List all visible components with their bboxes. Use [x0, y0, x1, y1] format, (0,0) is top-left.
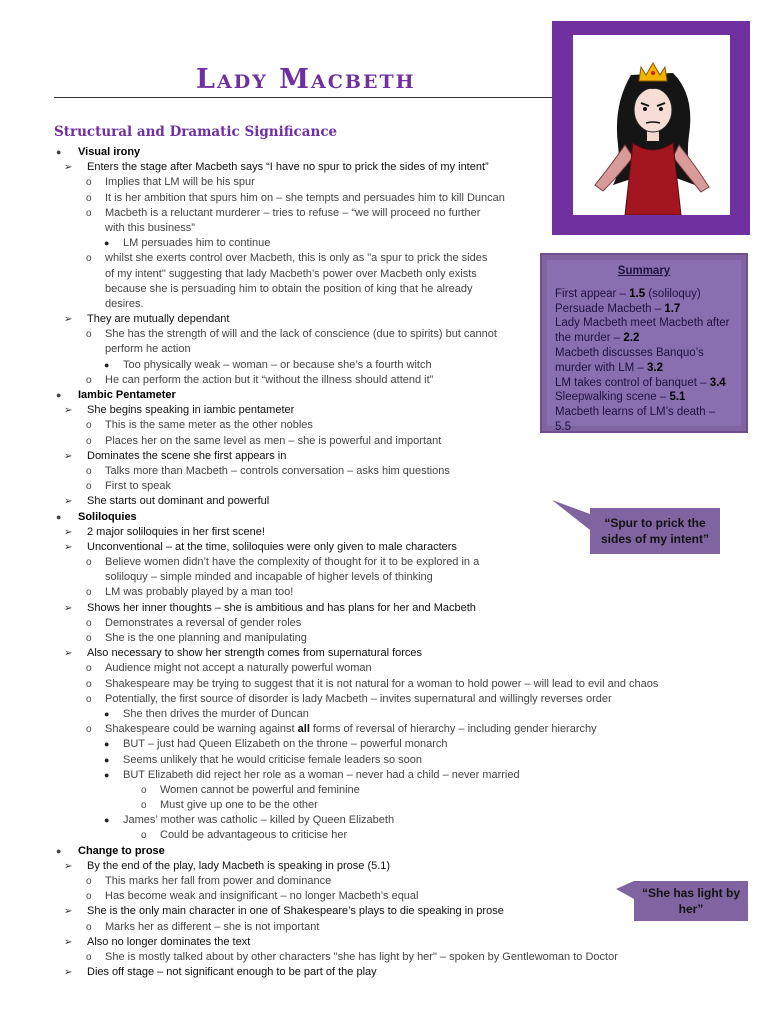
note-text-part: It is her ambition that spurs him on – she tempts and persuades him to kill Duncan: [105, 191, 505, 204]
note-text-part: She then drives the murder of Duncan: [123, 707, 309, 720]
note-line: [0, 312, 768, 327]
bullet-marker: ●: [104, 754, 110, 765]
bullet-marker: ➢: [64, 450, 73, 462]
bullet-marker: o: [86, 192, 92, 204]
note-text: [105, 175, 255, 190]
bullet-marker: o: [86, 663, 92, 675]
note-line: [0, 327, 768, 345]
note-text-part: She begins speaking in iambic pentameter: [87, 404, 295, 417]
note-text: [87, 904, 504, 919]
note-text: [160, 828, 347, 843]
note-text: [123, 813, 394, 828]
note-text: [160, 798, 318, 813]
note-text: [160, 783, 360, 798]
note-line: [0, 737, 768, 752]
bullet-marker: o: [86, 891, 92, 903]
summary-item-text: First appear –: [555, 287, 630, 300]
note-text: [123, 768, 520, 783]
note-line: [0, 160, 768, 175]
note-text: [105, 585, 293, 600]
note-text: [78, 388, 176, 403]
note-line: [0, 798, 768, 813]
note-text: [105, 692, 612, 707]
note-text-part: Believe women didn’t have the complexity of thought for it to be explored in a: [105, 556, 480, 569]
note-text-part: Women cannot be powerful and feminine: [160, 783, 360, 796]
summary-item-text: LM takes control of banquet –: [555, 376, 710, 389]
note-text-part: BUT Elizabeth did reject her role as a woman – never had a child – never married: [123, 768, 520, 781]
note-line: [0, 768, 768, 783]
note-line: [0, 251, 768, 266]
bullet-marker: o: [86, 633, 92, 644]
note-line: [0, 646, 768, 661]
note-line: [0, 585, 768, 600]
bullet-marker: o: [86, 693, 92, 705]
note-line: [0, 267, 768, 282]
note-text-part: She starts out dominant and powerful: [87, 495, 270, 508]
note-text-part: whilst she exerts control over Macbeth, this is only as "a spur to prick the sides: [105, 252, 488, 265]
note-text: [78, 844, 165, 859]
note-text-part: BUT – just had Queen Elizabeth on the throne – powerful monarch: [123, 738, 448, 751]
note-text: [123, 358, 432, 373]
note-text: [87, 312, 229, 327]
summary-item-scene: 5.1: [669, 391, 686, 404]
bullet-marker: ●: [104, 769, 110, 780]
note-text-part: Demonstrates a reversal of gender roles: [105, 616, 302, 629]
note-text: [78, 510, 137, 525]
bullet-marker: o: [86, 724, 92, 736]
note-text-part: 2 major soliloquies in her first scene!: [87, 525, 265, 538]
note-text: [105, 950, 618, 965]
note-line: [0, 358, 768, 373]
summary-item-scene: 3.4: [709, 376, 726, 389]
note-text: [105, 570, 433, 585]
note-line: [0, 844, 768, 859]
note-text-part: because she is persuading him to obtain the position of king that he already: [105, 282, 473, 295]
note-text-part: This marks her fall from power and dominance: [105, 875, 332, 887]
note-text: [105, 434, 441, 449]
note-text-part: Also no longer dominates the text: [87, 935, 251, 948]
note-text-part: First to speak: [105, 480, 172, 493]
bullet-marker: ➢: [64, 405, 73, 417]
bullet-marker: ➢: [64, 541, 73, 553]
bullet-marker: ●: [104, 238, 110, 249]
note-line: [0, 434, 768, 449]
note-line: [0, 707, 768, 722]
note-text: [105, 722, 597, 737]
note-text-part: Shakespeare may be trying to suggest that it is not natural for a woman to hold power – will lead to evil and chaos: [105, 677, 659, 690]
note-text: [105, 661, 372, 676]
note-line: [0, 175, 768, 190]
summary-item-scene: 3.2: [647, 361, 664, 374]
light-callout: [634, 881, 748, 921]
spur-callout: [590, 508, 720, 554]
note-text-part: She has the strength of will and the lack of conscience (due to spirits) but cannot: [105, 328, 497, 341]
note-line: [0, 692, 768, 707]
note-line: [0, 859, 768, 874]
note-text-part: Shakespeare could be warning against: [105, 723, 298, 736]
note-text-part: soliloquy – simple minded and incapable of higher levels of thinking: [105, 571, 433, 584]
note-text-part: Too physically weak – woman – or because she’s a fourth witch: [123, 358, 432, 371]
notes-body: [0, 145, 768, 980]
note-text-part: She is the only main character in one of Shakespeare’s plays to die speaking in prose: [87, 905, 504, 918]
note-text: [105, 206, 480, 221]
bullet-marker: ➢: [64, 860, 73, 872]
note-text-part: Must give up one to be the other: [160, 799, 318, 812]
bullet-marker: o: [141, 800, 147, 812]
note-text-part: LM was probably played by a man too!: [105, 586, 294, 599]
note-text-part: Enters the stage after Macbeth says “I have no spur to prick the sides of my intent”: [87, 161, 489, 174]
note-text-part: perform he action: [105, 343, 191, 356]
note-text-part: Change to prose: [78, 844, 165, 857]
note-text: [123, 236, 270, 251]
summary-item-text: Sleepwalking scene –: [555, 391, 670, 404]
note-line: [0, 813, 768, 828]
bullet-marker: ➢: [64, 602, 73, 614]
note-text: [123, 753, 422, 768]
note-text-part: with this business”: [105, 221, 195, 234]
note-text: [87, 935, 250, 950]
summary-item-text: Macbeth discusses Banquo’s murder with LM –: [555, 346, 704, 374]
note-line: [0, 464, 768, 479]
note-text: [105, 920, 319, 935]
bullet-marker: ●: [104, 359, 110, 370]
note-line: [0, 935, 768, 950]
note-text: [123, 737, 448, 752]
note-text: [105, 631, 307, 646]
bullet-marker: o: [141, 830, 147, 842]
bullet-marker: o: [86, 253, 92, 265]
note-text-part: Soliloquies: [78, 510, 137, 523]
note-text: [105, 191, 505, 206]
note-line: [0, 449, 768, 464]
note-text: [87, 859, 390, 874]
note-line: [0, 753, 768, 768]
bullet-marker: ●: [104, 708, 110, 719]
note-line: [0, 403, 768, 418]
note-text-part: She is mostly talked about by other characters "she has light by her" – spoken by Gentlewoman to Doctor: [105, 950, 618, 963]
summary-item-scene: 1.7: [664, 302, 681, 315]
callout-pointer: [552, 500, 612, 530]
bullet-marker: o: [86, 678, 92, 690]
note-text-part: Implies that LM will be his spur: [105, 176, 255, 189]
note-text: [105, 221, 195, 236]
bullet-marker: o: [141, 784, 147, 796]
note-line: [0, 965, 768, 980]
note-text: [105, 677, 658, 692]
note-line: [0, 631, 768, 646]
note-text: [105, 616, 301, 631]
note-text: [87, 601, 476, 616]
note-line: [0, 661, 768, 676]
note-line: [0, 570, 768, 585]
note-text: [105, 297, 144, 312]
note-text: [87, 449, 286, 464]
note-text: [105, 874, 331, 889]
note-line: [0, 236, 768, 251]
bullet-marker: ➢: [64, 936, 73, 948]
bullet-marker: ●: [104, 739, 110, 750]
note-text: [105, 342, 191, 357]
note-text: [105, 479, 171, 494]
summary-item-scene: 2.2: [623, 332, 640, 345]
bullet-marker: o: [86, 876, 92, 887]
note-text: [105, 282, 473, 297]
note-text-part: Audience might not accept a naturally powerful woman: [105, 662, 372, 675]
bullet-marker: ●: [104, 815, 110, 826]
note-text-part: Shows her inner thoughts – she is ambitious and has plans for her and Macbeth: [87, 601, 476, 614]
note-text: [105, 373, 433, 388]
note-text-part: They are mutually dependant: [87, 313, 230, 326]
note-line: [0, 616, 768, 631]
callout-pointer: [616, 881, 646, 901]
note-text: [105, 251, 487, 266]
bullet-marker: o: [86, 177, 92, 189]
summary-item-text: Lady Macbeth meet Macbeth after the murder –: [555, 317, 730, 345]
note-line: [0, 373, 768, 388]
light-callout-text: “She has light by her”: [641, 886, 740, 916]
note-text-part: Unconventional – at the time, soliloquies were only given to male characters: [87, 540, 457, 553]
bullet-marker: ➢: [64, 648, 73, 660]
note-text: [105, 418, 313, 433]
note-emphasis: all: [297, 723, 310, 736]
note-line: [0, 388, 768, 403]
note-line: [0, 828, 768, 843]
note-line: [0, 601, 768, 616]
bullet-marker: ●: [56, 390, 62, 400]
note-line: [0, 920, 768, 935]
bullet-marker: ➢: [64, 162, 73, 174]
spur-callout-text: “Spur to prick the sides of my intent”: [600, 516, 710, 546]
note-line: [0, 783, 768, 798]
bullet-marker: o: [86, 951, 92, 963]
note-text-part: He can perform the action but it “without the illness should attend it”: [105, 373, 434, 386]
bullet-marker: ●: [56, 147, 62, 157]
note-text: [87, 965, 377, 980]
summary-item-suffix: 5.5: [555, 420, 571, 433]
bullet-marker: ➢: [64, 967, 73, 979]
summary-heading: Summary: [617, 265, 671, 277]
note-text: [87, 525, 265, 540]
note-text-part: of my intent" suggesting that lady Macbeth’s power over Macbeth only exists: [105, 267, 477, 280]
note-text-part: Could be advantageous to criticise her: [160, 829, 348, 842]
note-line: [0, 145, 768, 160]
note-text-part: Has become weak and insignificant – no longer Macbeth’s equal: [105, 890, 419, 903]
bullet-marker: o: [86, 435, 92, 447]
note-text-part: Marks her as different – she is not important: [105, 920, 320, 933]
note-line: [0, 677, 768, 692]
note-text-part: She is the one planning and manipulating: [105, 632, 307, 644]
note-text: [105, 889, 419, 904]
bullet-marker: ➢: [64, 496, 73, 508]
note-text-part: James’ mother was catholic – killed by Queen Elizabeth: [123, 814, 395, 827]
summary-item-suffix: (soliloquy): [645, 287, 701, 300]
bullet-marker: ➢: [64, 526, 73, 538]
bullet-marker: o: [86, 481, 92, 493]
bullet-marker: o: [86, 921, 92, 933]
note-text-part: This is the same meter as the other nobles: [105, 419, 313, 432]
summary-item-text: Macbeth learns of LM’s death –: [555, 406, 716, 419]
note-line: [0, 555, 768, 570]
note-text-part: By the end of the play, lady Macbeth is speaking in prose (5.1): [87, 859, 391, 872]
note-text: [87, 646, 422, 661]
note-text: [78, 145, 140, 160]
bullet-marker: o: [86, 587, 92, 599]
note-line: [0, 950, 768, 965]
note-text: [87, 160, 489, 175]
note-text: [87, 494, 269, 509]
note-line: [0, 479, 768, 494]
bullet-marker: ●: [56, 845, 62, 856]
note-text: [105, 464, 450, 479]
bullet-marker: o: [86, 617, 92, 629]
note-line: [0, 191, 768, 206]
note-line: [0, 418, 768, 433]
note-text-part: Macbeth is a reluctant murderer – tries to refuse – “we will proceed no further: [105, 206, 481, 219]
note-text: [123, 707, 309, 722]
bullet-marker: ➢: [64, 906, 73, 918]
note-line: [0, 206, 768, 221]
bullet-marker: o: [86, 420, 92, 432]
section-heading: Structural and Dramatic Significance: [54, 124, 338, 140]
note-text-part: desires.: [105, 297, 144, 310]
bullet-marker: o: [86, 465, 92, 477]
note-text-part: Seems unlikely that he would criticise female leaders so soon: [123, 753, 422, 766]
note-text-part: Visual irony: [78, 146, 141, 158]
note-text: [105, 555, 479, 570]
note-text-part: forms of reversal of hierarchy – including gender hierarchy: [309, 723, 597, 736]
note-line: [0, 221, 768, 236]
note-text-part: Potentially, the first source of disorder is lady Macbeth – invites supernatural and willingly reverses order: [105, 692, 612, 705]
note-line: [0, 297, 768, 312]
summary-item-scene: 1.5: [629, 287, 646, 300]
note-text: [87, 540, 457, 555]
page-title: Lady Macbeth: [196, 64, 416, 95]
note-line: [0, 282, 768, 297]
note-text-part: Also necessary to show her strength comes from supernatural forces: [87, 647, 423, 660]
bullet-marker: o: [86, 207, 92, 219]
note-text-part: Talks more than Macbeth – controls conversation – asks him questions: [105, 464, 450, 477]
title-underline: [54, 97, 574, 98]
note-text-part: LM persuades him to continue: [123, 237, 271, 250]
bullet-marker: o: [86, 329, 92, 341]
note-text: [87, 403, 294, 418]
bullet-marker: o: [86, 557, 92, 569]
note-line: [0, 722, 768, 737]
note-text-part: Places her on the same level as men – she is powerful and important: [105, 434, 442, 447]
summary-item-text: Persuade Macbeth –: [555, 302, 665, 315]
bullet-marker: o: [86, 374, 92, 386]
note-text-part: Dominates the scene she first appears in: [87, 449, 287, 462]
bullet-marker: ●: [56, 511, 62, 522]
note-text-part: Dies off stage – not significant enough to be part of the play: [87, 966, 377, 979]
note-text-part: Iambic Pentameter: [78, 389, 176, 401]
bullet-marker: ➢: [64, 314, 73, 326]
note-line: [0, 342, 768, 357]
note-text: [105, 327, 497, 342]
note-text: [105, 267, 477, 282]
